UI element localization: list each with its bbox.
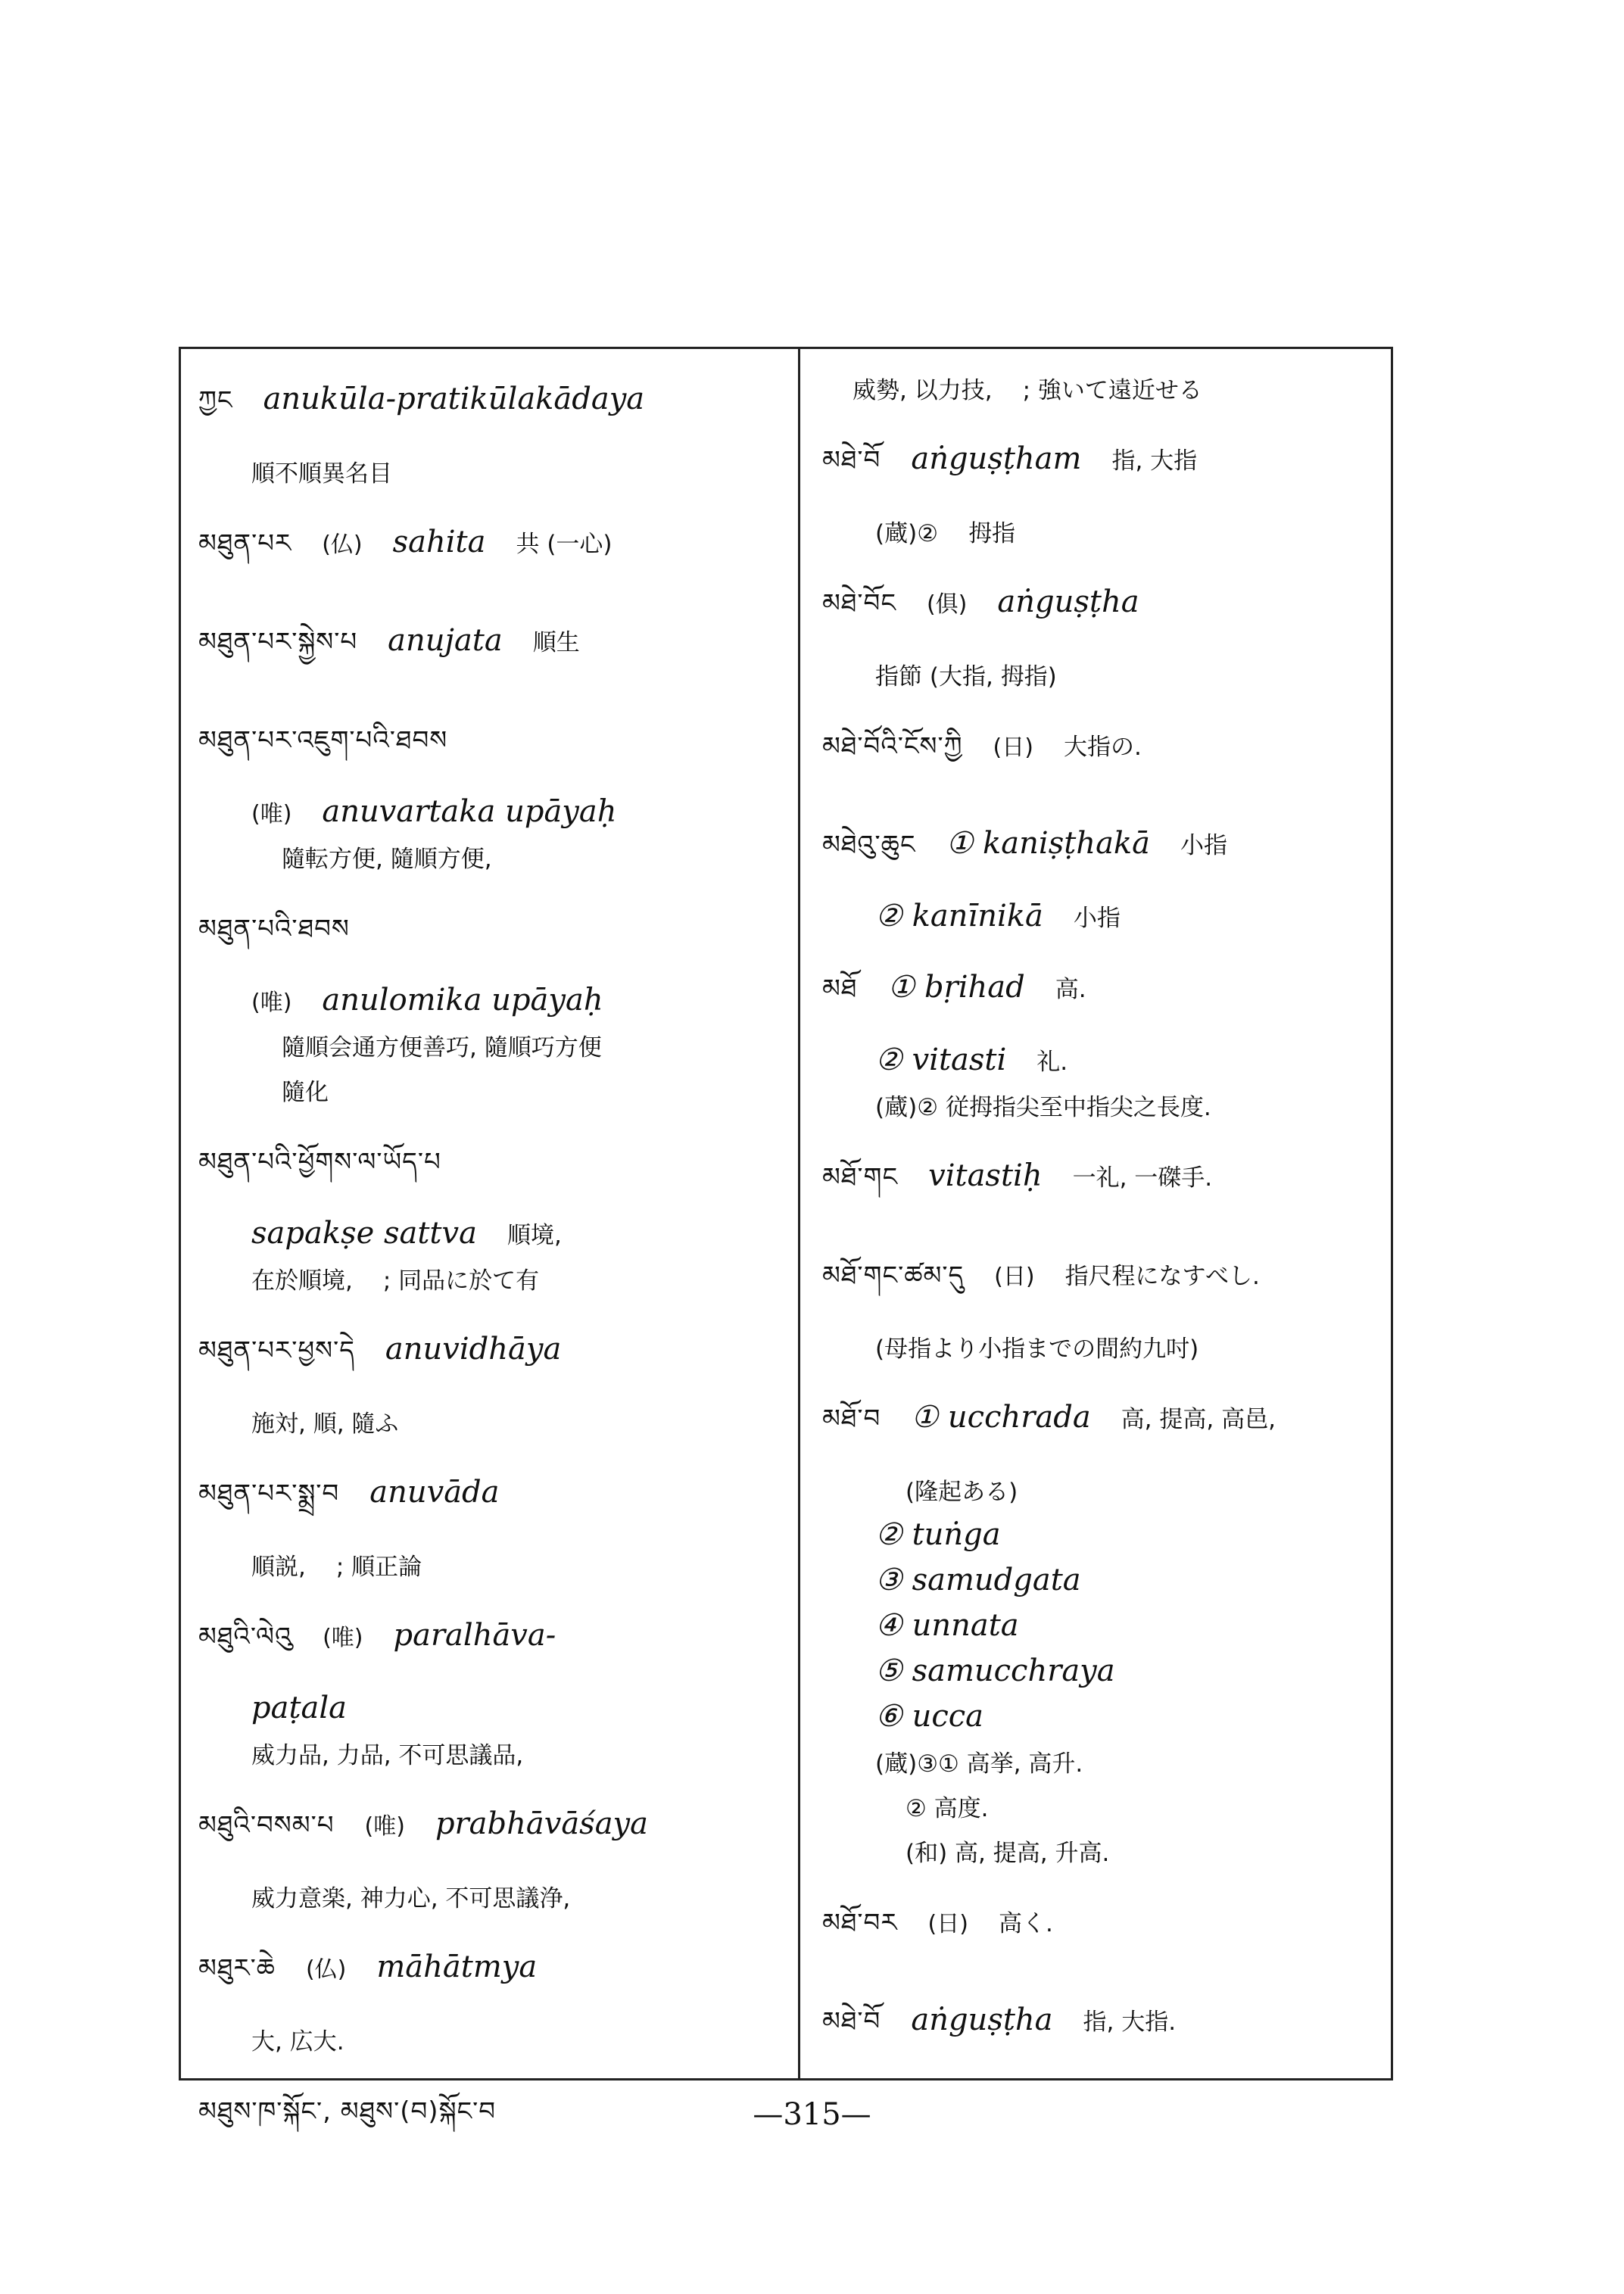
gloss-line: 威勢, 以力技, — [853, 377, 993, 404]
sanskrit-term: anuvidhāya — [385, 1332, 562, 1367]
sanskrit-variant: ③ samudgata — [875, 1563, 1081, 1597]
sanskrit-term: ① kaniṣṭhakā — [946, 826, 1150, 861]
tibetan-term: མཐོ་བར — [822, 1908, 898, 1938]
tibetan-term: མཐུན་པར་ཕྱས་དེ — [198, 1336, 355, 1366]
gloss-line: (和) 高, 提高, 升高. — [906, 1840, 1110, 1867]
gloss: 指, 大指 — [1111, 447, 1198, 475]
sanskrit-term: ② vitasti — [875, 1043, 1007, 1077]
source-ref: (唯) — [323, 1625, 363, 1651]
sanskrit-term: anulomika upāyaḥ — [322, 983, 603, 1018]
tibetan-term: མཐེའུ་ཆུང — [822, 830, 916, 860]
sanskrit-term: ① bṛihad — [887, 970, 1025, 1005]
sanskrit-term: aṅguṣṭha — [911, 2003, 1053, 2037]
dictionary-entry — [198, 1464, 781, 1582]
source-ref: (唯) — [364, 1813, 405, 1840]
dictionary-entry — [198, 711, 781, 874]
tibetan-term: མཐུན་པའི་ཕྱོགས་ལ་ཡོད་པ — [198, 1147, 441, 1177]
source-ref: (俱) — [926, 591, 968, 618]
sanskrit-term: vitastiḥ — [928, 1158, 1043, 1193]
tibetan-term: མཐུན་པར་སྨྲ་བ — [198, 1479, 340, 1509]
dictionary-entry — [822, 815, 1382, 933]
gloss-line: (蔵)② — [875, 520, 938, 547]
tibetan-term: མཐེ་བོ — [822, 445, 881, 475]
gloss: 高, 提高, 高邑, — [1121, 1406, 1276, 1433]
gloss-line: 施対, 順, 隨ふ — [251, 1410, 399, 1438]
gloss: 順生 — [532, 629, 580, 656]
gloss-line: 指節 (大指, 拇指) — [875, 663, 1057, 690]
dictionary-entry — [198, 1321, 781, 1438]
dictionary-entry — [198, 612, 781, 685]
gloss-line: 順説, — [251, 1554, 306, 1581]
source-ref: (仏) — [322, 531, 363, 558]
tibetan-term: མཐུའི་ལེའུ — [198, 1622, 293, 1652]
gloss-line: 大, 広大. — [251, 2028, 344, 2056]
gloss-line: 威力品, 力品, 不可思議品, — [251, 1742, 524, 1769]
dictionary-entry — [822, 1148, 1382, 1220]
tibetan-term: མཐུན་པར — [198, 528, 292, 559]
sanskrit-term: aṅguṣṭha — [997, 584, 1139, 619]
dictionary-entry — [822, 959, 1382, 1122]
sanskrit-term-continued: paṭala — [251, 1691, 348, 1725]
gloss-line: ② 高度. — [906, 1795, 989, 1822]
dictionary-entry — [822, 1992, 1382, 2065]
gloss-line: 小指 — [1073, 905, 1121, 932]
gloss: 高く. — [998, 1910, 1053, 1937]
gloss-line: 順不順異名目 — [251, 460, 392, 488]
sanskrit-variant: ⑥ ucca — [875, 1699, 983, 1734]
column-divider — [798, 347, 800, 2080]
tibetan-term: མཐེ་བོང — [822, 588, 896, 619]
dictionary-entry — [198, 371, 781, 488]
dictionary-entry — [822, 371, 1382, 405]
gloss: 指, 大指. — [1083, 2009, 1177, 2036]
tibetan-term: མཐོ་གང་ཚམ་དུ — [822, 1261, 965, 1291]
source-ref: (日) — [993, 734, 1033, 761]
tibetan-term: མཐུན་པར་འཇུག་པའི་ཐབས — [198, 725, 448, 756]
sanskrit-variant: ② tuṅga — [875, 1517, 1001, 1552]
tibetan-term: མཐོ — [822, 974, 858, 1004]
sanskrit-term: anujata — [388, 623, 503, 658]
dictionary-entry — [198, 1796, 781, 1913]
tibetan-term: མཐེ་བོ — [822, 2006, 881, 2037]
sanskrit-term: sapakṣe sattva — [251, 1216, 477, 1251]
sanskrit-term: aṅguṣṭham — [911, 441, 1082, 476]
sanskrit-variant: ④ unnata — [875, 1608, 1019, 1643]
tibetan-term: མཐེ་བོའི་ངོས་ཀྱི — [822, 731, 963, 762]
gloss-line: 拇指 — [968, 520, 1015, 547]
tibetan-term: ཀྱང — [198, 385, 233, 416]
tibetan-term: མཐུན་པའི་ཐབས — [198, 914, 350, 944]
gloss-line: 隨化 — [282, 1079, 329, 1106]
dictionary-entry — [822, 1893, 1382, 1966]
dictionary-entry — [198, 514, 781, 587]
gloss-line: ; 同品に於て有 — [382, 1267, 540, 1295]
tibetan-term: མཐུན་པར་སྐྱེས་པ — [198, 627, 358, 657]
source-ref: (日) — [927, 1911, 968, 1937]
gloss: 大指の. — [1063, 734, 1142, 761]
sanskrit-term: paralhāva- — [393, 1618, 556, 1653]
gloss: 順境, — [507, 1222, 562, 1249]
dictionary-entry — [822, 1389, 1382, 1868]
sanskrit-variant: ⑤ samucchraya — [875, 1653, 1115, 1688]
source-ref: (日) — [994, 1264, 1035, 1290]
dictionary-entry — [822, 717, 1382, 790]
gloss-line: ; 順正論 — [335, 1554, 422, 1581]
tibetan-term: མཐུའི་བསམ་པ — [198, 1810, 335, 1840]
gloss-line: 礼. — [1036, 1049, 1068, 1076]
right-column — [822, 371, 1382, 2090]
gloss-line: (蔵)③① 高挙, 高升. — [875, 1750, 1083, 1778]
dictionary-entry — [198, 1133, 781, 1295]
dictionary-entry — [822, 1246, 1382, 1364]
tibetan-term: མཐོ་གང — [822, 1162, 899, 1192]
sanskrit-term: prabhāvāśaya — [435, 1806, 648, 1841]
gloss: 一礼, 一磔手. — [1072, 1164, 1213, 1192]
page-number: —315— — [753, 2097, 871, 2132]
dictionary-entry — [822, 431, 1382, 548]
sanskrit-term: anuvāda — [369, 1475, 500, 1510]
sanskrit-term: anukūla-pratikūlakādaya — [263, 382, 645, 416]
tibetan-term: མཐུས་ཁ་སྐོང་, མཐུས་(བ)སྐོང་བ — [198, 2096, 497, 2127]
dictionary-entry — [198, 899, 781, 1107]
sanskrit-term: anuvartaka upāyaḥ — [322, 794, 617, 829]
sanskrit-term: ② kanīnikā — [875, 899, 1043, 933]
gloss-line: 隨順会通方便善巧, 隨順巧方便 — [282, 1034, 602, 1061]
gloss: 共 (一心) — [516, 531, 613, 558]
source-ref: (唯) — [251, 801, 292, 828]
dictionary-entry — [822, 574, 1382, 691]
gloss-line: ; 強いて遠近せる — [1022, 377, 1202, 404]
sanskrit-term: sahita — [392, 525, 486, 559]
gloss-line: 隨転方便, 隨順方便, — [282, 846, 492, 873]
source-ref: (仏) — [305, 1956, 347, 1983]
gloss-line: (母指より小指までの間約九吋) — [875, 1336, 1199, 1363]
gloss: 指尺程になすべし. — [1064, 1263, 1260, 1290]
left-column — [198, 371, 781, 2180]
source-ref: (唯) — [251, 990, 292, 1016]
gloss: 小指 — [1180, 832, 1227, 859]
gloss-line: (蔵)② 従拇指尖至中指尖之長度. — [875, 1094, 1211, 1121]
sanskrit-term: ① ucchrada — [911, 1400, 1091, 1435]
tibetan-term: མཐུར་ཆེ — [198, 1953, 276, 1984]
dictionary-entry — [198, 1607, 781, 1770]
gloss-line: (隆起ある) — [906, 1479, 1018, 1506]
gloss: 高. — [1055, 976, 1086, 1003]
dictionary-entry — [198, 1939, 781, 2056]
gloss-line: 在於順境, — [251, 1267, 353, 1295]
gloss-line: 威力意楽, 神力心, 不可思議浄, — [251, 1885, 571, 1912]
tibetan-term: མཐོ་བ — [822, 1404, 881, 1434]
sanskrit-term: māhātmya — [376, 1950, 538, 1984]
